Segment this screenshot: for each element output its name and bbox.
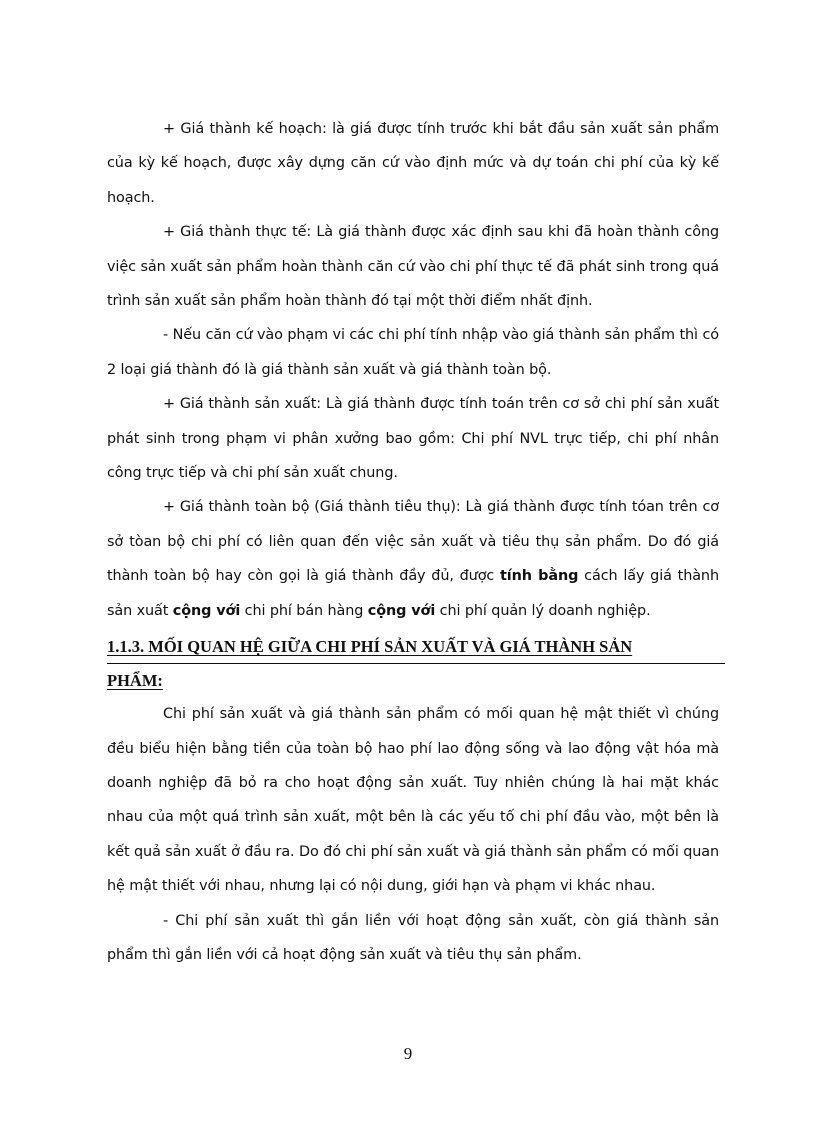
section-heading-line-2: PHẨM: — [107, 671, 163, 691]
paragraph-gia-thanh-toan-bo — [107, 490, 719, 628]
section-heading — [107, 630, 719, 697]
paragraph-gan-lien: - Chi phí sản xuất thì gắn liền với hoạt động sản xuất, còn giá thành sản phẩm thì gắn liền với cả hoạt động sản xuất và tiêu thụ sản phẩm. — [107, 912, 719, 963]
text-run: cách lấy giá thành sản xuất — [107, 568, 719, 619]
bold-run: cộng với — [172, 602, 241, 619]
document-page — [107, 112, 719, 972]
section-heading-line-1: 1.1.3. MỐI QUAN HỆ GIỮA CHI PHÍ SẢN XUẤT VÀ GIÁ THÀNH SẢN — [107, 630, 725, 664]
text-run: chi phí bán hàng — [240, 602, 368, 619]
paragraph-gia-thanh-ke-hoach: + Giá thành kế hoạch: là giá được tính trước khi bắt đầu sản xuất sản phẩm của kỳ kế hoạch, được xây dựng căn cứ vào định mức và dự toán chi phí của kỳ kế hoạch. — [107, 121, 719, 206]
paragraph-pham-vi-chi-phi: - Nếu căn cứ vào phạm vi các chi phí tính nhập vào giá thành sản phẩm thì có 2 loại giá thành đó là giá thành sản xuất và giá thành toàn bộ. — [107, 327, 719, 378]
text-run: + Giá thành toàn bộ (Giá thành tiêu thụ): Là giá thành được tính tóan trên cơ sở tòan bộ chi phí có liên quan đến việc sản xuất và tiêu thụ sản phẩm. Do đó giá thành toàn bộ hay còn gọi là giá thành đầy đủ, được — [107, 499, 719, 585]
bold-run: cộng với — [367, 602, 436, 619]
page-number: 9 — [403, 1044, 413, 1063]
paragraph-gia-thanh-san-xuat: + Giá thành sản xuất: Là giá thành được tính toán trên cơ sở chi phí sản xuất phát sinh trong phạm vi phân xưởng bao gồm: Chi phí NVL trực tiếp, chi phí nhân công trực tiếp và chi phí sản xuất chung. — [107, 396, 719, 482]
bold-run: tính bằng — [500, 568, 579, 585]
paragraph-gia-thanh-thuc-te: + Giá thành thực tế: Là giá thành được xác định sau khi đã hoàn thành công việc sản xuất sản phẩm hoàn thành căn cứ vào chi phí thực tế đã phát sinh trong quá trình sản xuất sản phẩm hoàn thành đó tại một thời điểm nhất định. — [107, 224, 719, 310]
text-run: chi phí quản lý doanh nghiệp. — [435, 602, 651, 619]
paragraph-moi-quan-he: Chi phí sản xuất và giá thành sản phẩm có mối quan hệ mật thiết vì chúng đều biểu hiện bằng tiền của toàn bộ hao phí lao động sống và lao động vật hóa mà doanh nghiệp đã bỏ ra cho hoạt động sản xuất. Tuy nhiên chúng là hai mặt khác nhau của một quá trình sản xuất, một bên là các yếu tố chi phí đầu vào, một bên là kết quả sản xuất ở đầu ra. Do đó chi phí sản xuất và giá thành sản phẩm có mối quan hệ mật thiết với nhau, nhưng lại có nội dung, giới hạn và phạm vi khác nhau. — [107, 706, 719, 895]
